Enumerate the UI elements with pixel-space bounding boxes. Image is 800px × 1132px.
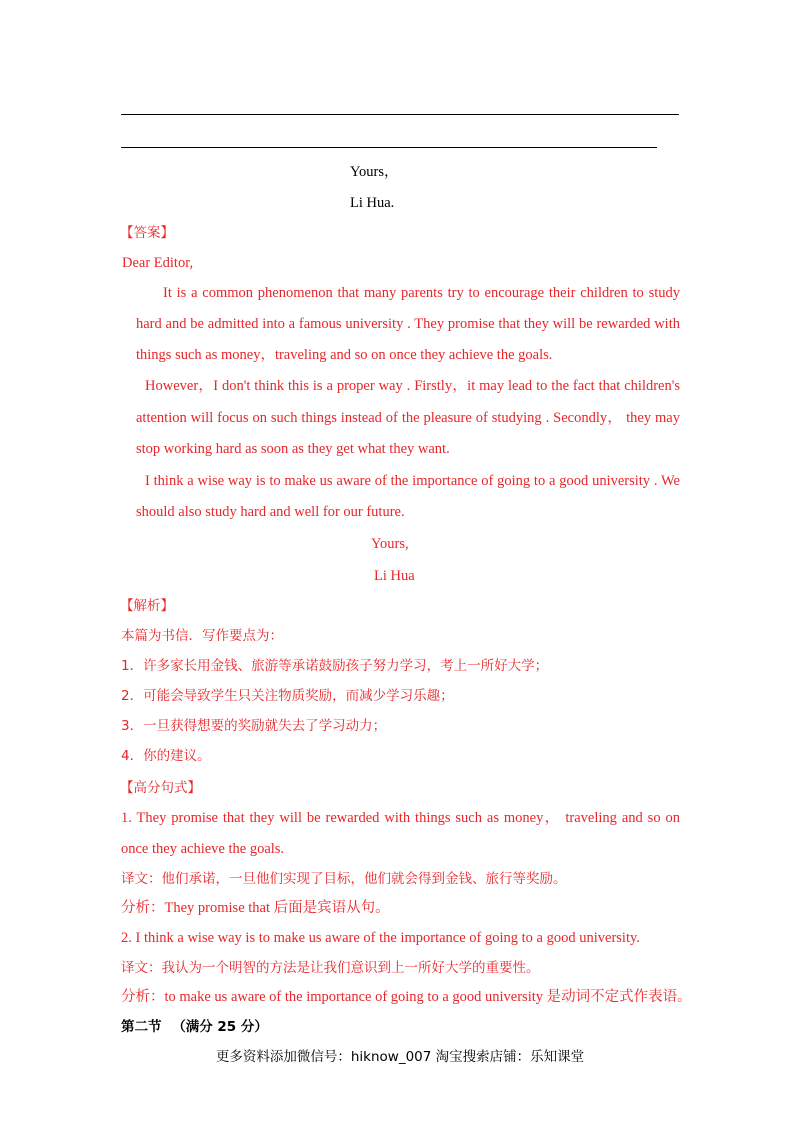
- sentence-2-analysis: 分析：to make us aware of the importance of going to a good university 是动词不定式作表语。: [121, 989, 692, 1005]
- analysis-point-4: 4．你的建议。: [121, 748, 211, 764]
- answer-line-4: However，I don't think this is a proper way . Firstly，it may lead to the fact that children's: [145, 378, 680, 394]
- analysis-intro: 本篇为书信．写作要点为：: [121, 628, 283, 644]
- section-score: （满分 25 分）: [172, 1019, 268, 1035]
- answer-line-3: things such as money，traveling and so on once they achieve the goals.: [136, 347, 553, 363]
- answer-line-2: hard and be admitted into a famous university . They promise that they will be rewarded with: [136, 316, 680, 332]
- writing-line-1: [121, 114, 679, 115]
- section-title-text: 第二节: [121, 1019, 162, 1035]
- sentence-1-analysis: 分析：They promise that 后面是宾语从句。: [121, 900, 390, 916]
- answer-line-7: I think a wise way is to make us aware of the importance of going to a good university . We: [145, 473, 680, 489]
- answer-salutation: Dear Editor,: [122, 255, 194, 271]
- answer-line-8: should also study hard and well for our future.: [136, 504, 405, 520]
- sentence-1-line-1: 1. They promise that they will be rewarded with things such as money， traveling and so on: [121, 810, 680, 826]
- answer-closing: Yours,: [371, 536, 409, 552]
- top-closing-name: Li Hua.: [350, 195, 395, 211]
- answer-line-5: attention will focus on such things instead of the pleasure of studying . Secondly， they may: [136, 410, 680, 426]
- analysis-point-1: 1．许多家长用金钱、旅游等承诺鼓励孩子努力学习，考上一所好大学；: [121, 658, 549, 674]
- sentence-1-line-2: once they achieve the goals.: [121, 841, 285, 857]
- footer-note: 更多资料添加微信号：hiknow_007 淘宝搜索店铺：乐知课堂: [215, 1049, 585, 1065]
- sentence-2-line-1: 2. I think a wise way is to make us aware of the importance of going to a good university.: [121, 930, 640, 946]
- sentence-1-translation: 译文：他们承诺，一旦他们实现了目标，他们就会得到金钱、旅行等奖励。: [121, 871, 567, 887]
- writing-line-2: [121, 147, 657, 148]
- answer-heading: 【答案】: [120, 225, 174, 241]
- section-title: [121, 1018, 268, 1036]
- sentence-2-translation: 译文：我认为一个明智的方法是让我们意识到上一所好大学的重要性。: [121, 960, 540, 976]
- answer-line-1: It is a common phenomenon that many parents try to encourage their children to study: [163, 285, 680, 301]
- analysis-point-2: 2．可能会导致学生只关注物质奖励，而减少学习乐趣；: [121, 688, 454, 704]
- answer-signature: Li Hua: [374, 568, 415, 584]
- sentences-heading: 【高分句式】: [120, 780, 201, 796]
- top-closing-yours: Yours，: [350, 164, 399, 180]
- analysis-heading: 【解析】: [120, 598, 174, 614]
- answer-line-6: stop working hard as soon as they get what they want.: [136, 441, 450, 457]
- analysis-point-3: 3．一旦获得想要的奖励就失去了学习动力；: [121, 718, 387, 734]
